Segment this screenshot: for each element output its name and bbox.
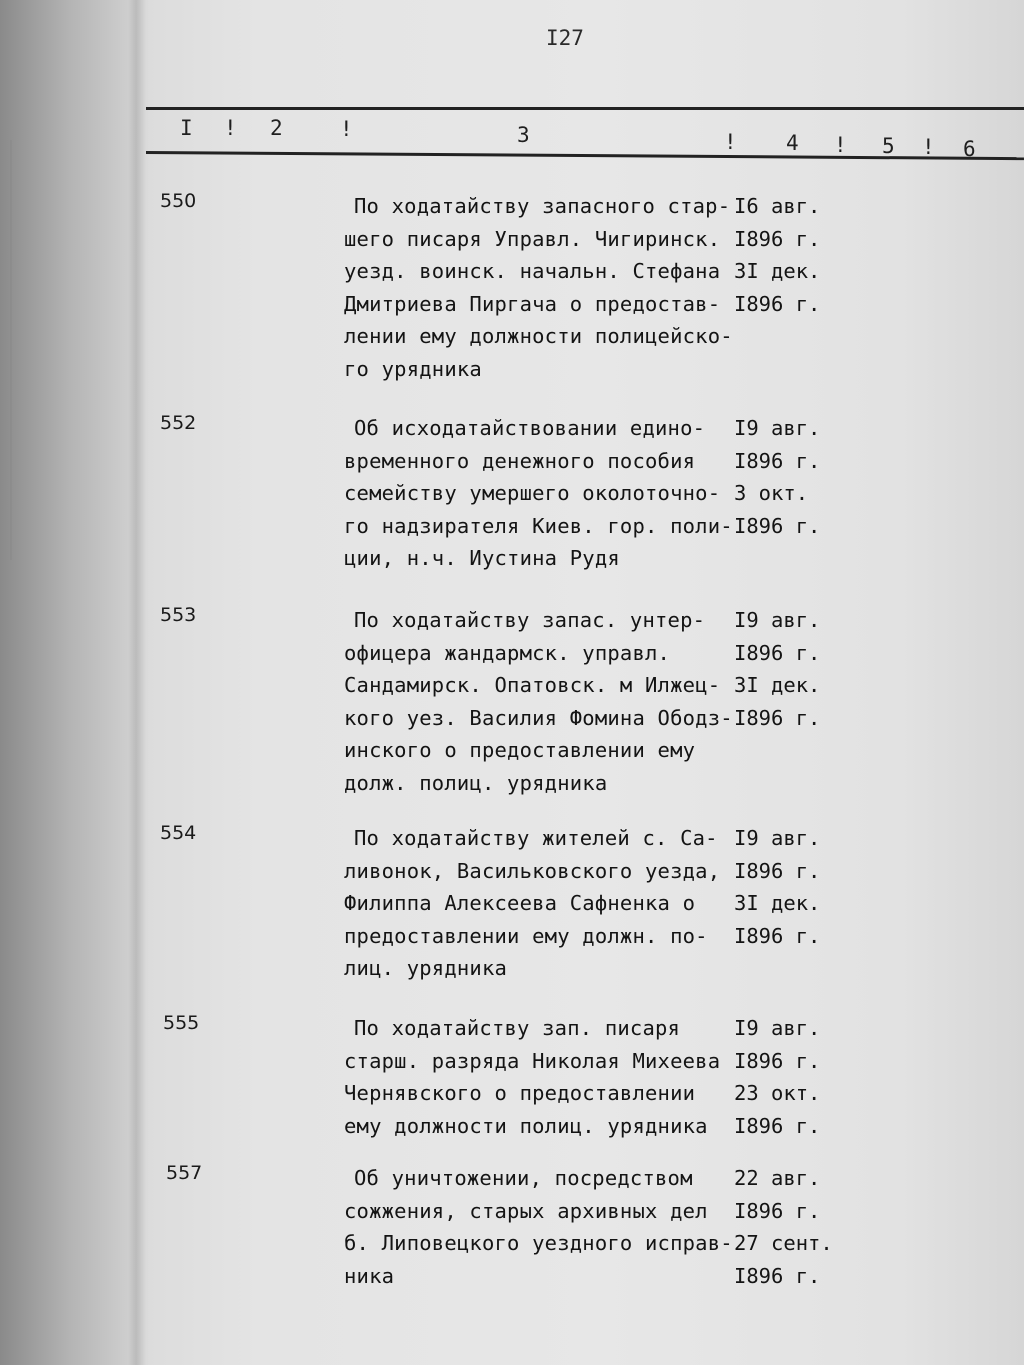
header-sep-4: ! [834, 133, 847, 157]
entry-date-line: I9 авг. [734, 608, 821, 632]
entry-date-line: 27 сент. [734, 1231, 833, 1255]
page-number: I27 [546, 26, 584, 50]
entry-text-line: инского о предоставлении ему [344, 738, 696, 762]
page-fold-shadow [128, 0, 146, 1365]
entry-text-line: По ходатайству запасного стар- [354, 194, 731, 218]
entry-number: 553 [160, 604, 197, 626]
header-col-5: 5 [882, 134, 895, 158]
entry-date-line: 23 окт. [734, 1081, 821, 1105]
entry-text-line: Об исходатайствовании едино- [354, 416, 706, 440]
entry-text-line: ливонок, Васильковского уезда, [344, 858, 721, 883]
entry-text-line: го урядника [344, 356, 482, 381]
entry-date-line: 3I дек. [734, 259, 821, 283]
entry-text-line: Филиппа Алексеева Сафненка о [344, 891, 696, 915]
entry-text-line: семейству умершего околоточно- [344, 481, 721, 505]
header-top-rule [146, 107, 1024, 110]
entry-text-line: сожжения, старых архивных дел [344, 1198, 708, 1223]
entry-text-line: долж. полиц. урядника [344, 770, 608, 795]
header-col-6: 6 [963, 137, 976, 161]
header-sep-2: ! [340, 117, 353, 141]
entry-text-line: Об уничтожении, посредством [354, 1166, 693, 1190]
entry-date-line: I896 г. [734, 1048, 821, 1073]
header-col-1: I [180, 116, 193, 140]
entry-text-line: временного денежного пособия [344, 448, 696, 473]
entry-text-line: шего писаря Управл. Чигиринск. [344, 226, 721, 251]
entry-text-line: Сандамирск. Опатовск. м Илжец- [344, 673, 721, 697]
entry-text-line: ции, н.ч. Иустина Рудя [344, 546, 620, 570]
entry-number: 552 [160, 412, 197, 434]
entry-date-line: I6 авг. [734, 194, 821, 218]
entry-date-line: I9 авг. [734, 1016, 821, 1040]
entry-date-line: I9 авг. [734, 826, 821, 850]
header-col-3: 3 [517, 123, 530, 147]
entry-date-line: I896 г. [734, 923, 821, 948]
entry-text-line: ему должности полиц. урядника [344, 1113, 708, 1138]
entry-text-line: Чернявского о предоставлении [344, 1081, 696, 1105]
entry-text-line: По ходатайству жителей с. Са- [354, 826, 718, 850]
entry-date-line: I896 г. [734, 1198, 821, 1223]
entry-date-line: 3I дек. [734, 673, 821, 697]
entry-text-line: Дмитриева Пиргача о предостав- [344, 291, 721, 316]
entry-text-line: б. Липовецкого уездного исправ- [344, 1231, 733, 1255]
entry-text-line: По ходатайству запас. унтер- [354, 608, 706, 632]
entry-text-line: офицера жандармск. управл. [344, 640, 671, 665]
entry-text-line: кого уез. Василия Фомина Ободз- [344, 705, 733, 730]
entry-text-line: уезд. воинск. начальн. Стефана [344, 259, 721, 283]
entry-date-line: I896 г. [734, 226, 821, 251]
entry-date-line: 3 окт. [734, 481, 809, 505]
header-sep-1: ! [224, 116, 237, 140]
entry-date-line: I896 г. [734, 858, 821, 883]
entry-text-line: го надзирателя Киев. гор. поли- [344, 513, 733, 538]
entry-text-line: предоставлении ему должн. по- [344, 923, 708, 948]
entry-text-line: лении ему должности полицейско- [344, 324, 733, 348]
entry-text-line: По ходатайству зап. писаря [354, 1016, 681, 1040]
entry-number: 555 [163, 1012, 200, 1034]
entry-date-line: I896 г. [734, 1113, 821, 1138]
entry-date-line: I896 г. [734, 513, 821, 538]
entry-date-line: 3I дек. [734, 891, 821, 915]
entry-text-line: лиц. урядника [344, 956, 508, 980]
entry-text-line: ника [344, 1263, 395, 1288]
entry-date-line: I9 авг. [734, 416, 821, 440]
entry-date-line: 22 авг. [734, 1166, 821, 1190]
header-col-2: 2 [270, 116, 283, 140]
entry-date-line: I896 г. [734, 448, 821, 473]
entry-date-line: I896 г. [734, 1263, 821, 1288]
entry-number: 554 [160, 822, 197, 844]
entry-number: 550 [160, 190, 197, 212]
entry-date-line: I896 г. [734, 640, 821, 665]
header-col-4: 4 [786, 131, 799, 155]
entry-date-line: I896 г. [734, 705, 821, 730]
header-sep-5: ! [922, 135, 935, 159]
entry-date-line: I896 г. [734, 291, 821, 316]
entry-number: 557 [166, 1162, 203, 1184]
entry-text-line: старш. разряда Николая Михеева [344, 1048, 721, 1073]
header-sep-3: ! [724, 130, 737, 154]
